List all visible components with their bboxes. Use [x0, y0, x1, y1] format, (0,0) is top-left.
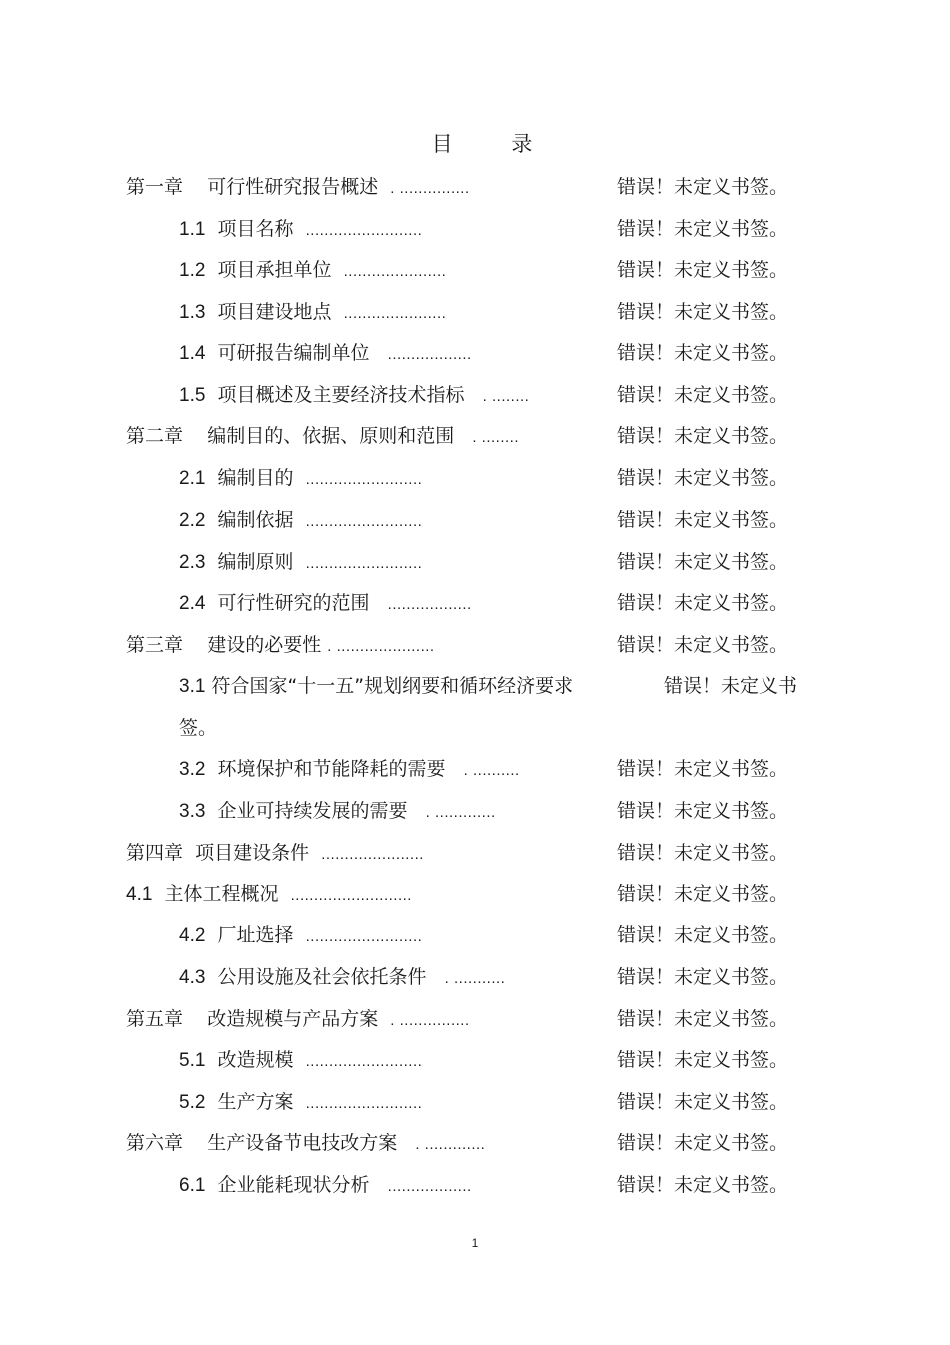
toc-number: 第二章 [126, 426, 184, 447]
toc-leader: ......................... [305, 928, 423, 945]
toc-leader: . ........ [482, 388, 530, 405]
toc-page-ref: 错误！未定义书签。 [617, 1049, 789, 1071]
toc-entry-chapter-4[interactable] [126, 838, 424, 868]
toc-label: 项目承担单位 [217, 259, 332, 281]
toc-entry-6-1[interactable] [179, 1170, 472, 1200]
toc-label: 公用设施及社会依托条件 [217, 966, 427, 988]
toc-number: 1.3 [179, 302, 206, 323]
toc-label: 可研报告编制单位 [217, 342, 370, 364]
toc-label: 编制目的 [217, 467, 294, 489]
toc-label: 企业能耗现状分析 [217, 1174, 370, 1196]
toc-label: 生产方案 [217, 1091, 294, 1113]
toc-leader: . ............... [390, 180, 470, 197]
toc-label: 厂址选择 [217, 924, 294, 946]
toc-entry-3-1[interactable] [179, 671, 573, 701]
toc-page-ref: 错误！未定义书签。 [617, 800, 789, 822]
toc-number: 1.2 [179, 260, 206, 281]
toc-leader: . ........ [472, 429, 520, 446]
toc-leader: . .......... [463, 762, 520, 779]
toc-entry-2-2[interactable] [179, 505, 422, 535]
toc-number: 2.1 [179, 468, 206, 489]
toc-entry-1-1[interactable] [179, 214, 422, 244]
toc-label: 可行性研究报告概述 [207, 176, 379, 198]
toc-number: 第五章 [126, 1009, 184, 1030]
toc-leader: ......................... [305, 555, 423, 572]
toc-leader: . ............. [415, 1136, 486, 1153]
toc-number: 3.1 [179, 676, 206, 697]
toc-entry-2-4[interactable] [179, 588, 472, 618]
toc-leader: . ..................... [327, 638, 435, 655]
toc-page-ref: 错误！未定义书签。 [617, 1132, 789, 1154]
toc-page-ref: 错误！未定义书签。 [617, 1008, 789, 1030]
toc-label: 可行性研究的范围 [217, 592, 370, 614]
toc-leader: ......................... [305, 1053, 423, 1070]
toc-entry-1-2[interactable] [179, 255, 446, 285]
toc-label: 项目建设地点 [217, 301, 332, 323]
toc-page-ref: 错误！未定义书签。 [617, 883, 789, 905]
toc-label: 项目建设条件 [195, 842, 310, 864]
toc-entry-3-3[interactable] [179, 796, 496, 826]
toc-page-ref-continued: 签。 [179, 717, 218, 739]
toc-label: 改造规模 [217, 1049, 294, 1071]
toc-page-ref: 错误！未定义书签。 [617, 1174, 789, 1196]
toc-entry-2-3[interactable] [179, 547, 422, 577]
toc-number: 4.2 [179, 925, 206, 946]
toc-entry-5-2[interactable] [179, 1087, 422, 1117]
toc-entry-2-1[interactable] [179, 463, 422, 493]
toc-entry-chapter-2[interactable] [126, 421, 519, 451]
toc-label: 编制原则 [217, 551, 294, 573]
toc-entry-3-2[interactable] [179, 754, 520, 784]
toc-entry-chapter-5[interactable] [126, 1004, 470, 1034]
toc-label: 生产设备节电技改方案 [207, 1132, 398, 1154]
toc-page-ref: 错误！未定义书签。 [617, 509, 789, 531]
toc-number: 2.3 [179, 552, 206, 573]
toc-page-ref: 错误！未定义书签。 [617, 966, 789, 988]
toc-number: 4.3 [179, 967, 206, 988]
toc-number: 第三章 [126, 635, 184, 656]
toc-page-ref: 错误！未定义书签。 [617, 758, 789, 780]
toc-leader: ......................... [305, 1095, 423, 1112]
toc-entry-chapter-1[interactable] [126, 172, 470, 202]
toc-label: 符合国家“十一五”规划纲要和循环经济要求 [211, 675, 574, 697]
toc-entry-1-4[interactable] [179, 338, 472, 368]
toc-page-ref: 错误！未定义书签。 [617, 592, 789, 614]
toc-label: 环境保护和节能降耗的需要 [217, 758, 446, 780]
toc-entry-1-3[interactable] [179, 297, 446, 327]
toc-page-ref: 错误！未定义书签。 [617, 924, 789, 946]
toc-page-ref: 错误！未定义书签。 [617, 634, 789, 656]
toc-leader: . ............... [390, 1012, 470, 1029]
toc-leader: ...................... [343, 305, 447, 322]
toc-number: 5.1 [179, 1050, 206, 1071]
toc-leader: .................. [387, 1178, 472, 1195]
toc-leader: ...................... [321, 846, 424, 863]
toc-number: 1.4 [179, 343, 206, 364]
toc-entry-4-3[interactable] [179, 962, 505, 992]
toc-title: 目 录 [431, 132, 559, 156]
toc-leader: ......................... [305, 471, 423, 488]
toc-page-ref: 错误！未定义书签。 [617, 301, 789, 323]
toc-number: 2.2 [179, 510, 206, 531]
toc-number: 6.1 [179, 1175, 206, 1196]
toc-leader: ......................... [305, 222, 423, 239]
toc-label: 项目名称 [217, 218, 294, 240]
toc-leader: .......................... [290, 887, 412, 904]
toc-entry-1-5[interactable] [179, 380, 529, 410]
page-number: 1 [471, 1236, 479, 1250]
toc-page-ref: 错误！未定义书签。 [617, 842, 789, 864]
toc-label: 改造规模与产品方案 [207, 1008, 379, 1030]
toc-leader: . ........... [444, 970, 506, 987]
toc-page-ref: 错误！未定义书签。 [617, 425, 789, 447]
toc-entry-4-1[interactable] [126, 879, 412, 909]
toc-entry-5-1[interactable] [179, 1045, 422, 1075]
toc-entry-4-2[interactable] [179, 920, 422, 950]
toc-label: 项目概述及主要经济技术指标 [217, 384, 465, 406]
toc-page-ref: 错误！未定义书签。 [617, 218, 789, 240]
toc-entry-chapter-6[interactable] [126, 1128, 485, 1158]
toc-number: 第六章 [126, 1133, 184, 1154]
toc-number: 1.1 [179, 219, 206, 240]
toc-label: 主体工程概况 [164, 883, 279, 905]
toc-number: 第四章 [126, 843, 184, 864]
toc-page-ref: 错误！未定义书签。 [617, 259, 789, 281]
toc-page-ref: 错误！未定义书签。 [617, 342, 789, 364]
toc-label: 建设的必要性 [207, 634, 322, 656]
toc-page-ref: 错误！未定义书签。 [617, 551, 789, 573]
toc-leader: . ............. [425, 804, 496, 821]
toc-number: 5.2 [179, 1092, 206, 1113]
toc-leader: ...................... [343, 263, 447, 280]
toc-page-ref: 错误！未定义书签。 [617, 384, 789, 406]
toc-page-ref: 错误！未定义书 [664, 675, 798, 697]
toc-leader: ......................... [305, 513, 423, 530]
toc-label: 企业可持续发展的需要 [217, 800, 408, 822]
toc-page-ref: 错误！未定义书签。 [617, 176, 789, 198]
toc-number: 2.4 [179, 593, 206, 614]
toc-number: 第一章 [126, 177, 184, 198]
toc-leader: .................. [387, 346, 472, 363]
toc-label: 编制目的、依据、原则和范围 [207, 425, 455, 447]
toc-page-ref: 错误！未定义书签。 [617, 1091, 789, 1113]
toc-number: 3.3 [179, 801, 206, 822]
toc-leader: .................. [387, 596, 472, 613]
toc-entry-chapter-3[interactable] [126, 630, 435, 660]
toc-number: 4.1 [126, 884, 153, 905]
toc-page-ref: 错误！未定义书签。 [617, 467, 789, 489]
toc-number: 3.2 [179, 759, 206, 780]
toc-label: 编制依据 [217, 509, 294, 531]
toc-number: 1.5 [179, 385, 206, 406]
